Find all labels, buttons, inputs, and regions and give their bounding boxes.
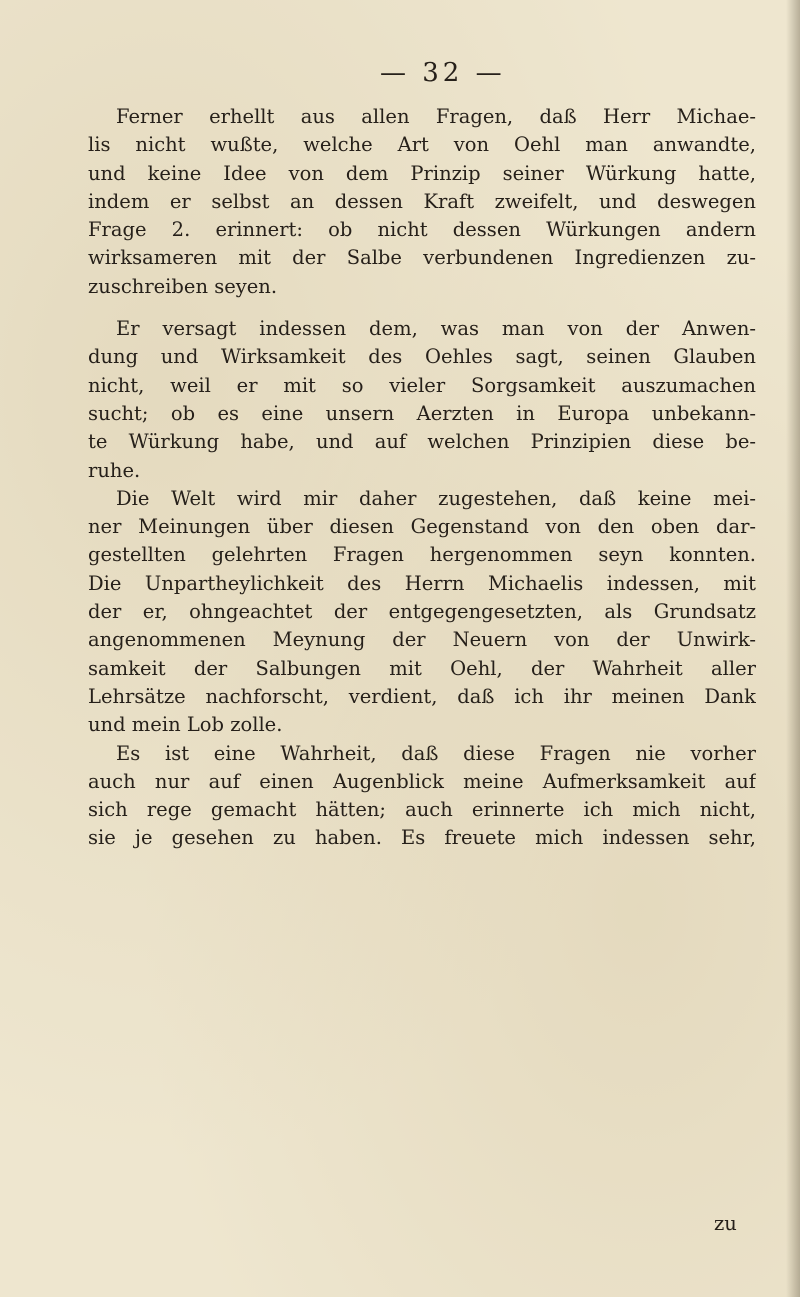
paragraph-1 (88, 103, 756, 301)
text-line: indem er selbst an dessen Kraft zweifelt, und deswegen (88, 189, 756, 213)
text-line: Ferner erhellt aus allen Fragen, daß Herr Michae- (116, 105, 756, 128)
text-line: auch nur auf einen Augenblick meine Aufmerksamkeit auf (88, 769, 756, 793)
paragraph-4 (88, 740, 756, 853)
text-line: sie je gesehen zu haben. Es freuete mich indessen sehr, (88, 826, 756, 850)
paragraph-gap (88, 301, 756, 315)
text-line: gestellten gelehrten Fragen hergenommen seyn konnten. (88, 543, 756, 567)
paragraph-3 (88, 485, 756, 740)
text-line: samkeit der Salbungen mit Oehl, der Wahrheit aller (88, 656, 756, 680)
text-line: angenommenen Meynung der Neuern von der Unwirk- (88, 628, 756, 652)
text-line: Lehrsätze nachforscht, verdient, daß ich ihr meinen Dank (88, 684, 756, 708)
text-line: ruhe. (88, 458, 141, 482)
text-line: und mein Lob zolle. (88, 713, 283, 737)
text-line: ner Meinungen über diesen Gegenstand von den oben dar- (88, 515, 756, 539)
text-line: wirksameren mit der Salbe verbundenen Ingredienzen zu- (88, 246, 756, 270)
text-line: lis nicht wußte, welche Art von Oehl man anwandte, (88, 133, 756, 157)
text-line: Frage 2. erinnert: ob nicht dessen Würkungen andern (88, 218, 756, 242)
text-line: te Würkung habe, und auf welchen Prinzipien diese be- (88, 430, 756, 454)
text-line: nicht, weil er mit so vieler Sorgsamkeit auszumachen (88, 373, 756, 397)
paragraph-2 (88, 315, 756, 485)
catchword: zu (714, 1212, 737, 1235)
text-line: Er versagt indessen dem, was man von der Anwen- (116, 317, 756, 341)
body-text (88, 103, 756, 853)
text-line: zuschreiben seyen. (88, 274, 278, 298)
text-line: Es ist eine Wahrheit, daß diese Fragen nie vorher (116, 741, 756, 765)
text-line: sucht; ob es eine unsern Aerzten in Europa unbekann- (88, 401, 756, 425)
text-line: der er, ohngeachtet der entgegengesetzten, als Grundsatz (88, 600, 756, 624)
text-line: Die Unpartheylichkeit des Herrn Michaelis indessen, mit (88, 571, 756, 595)
text-line: Die Welt wird mir daher zugestehen, daß keine mei- (116, 486, 756, 510)
page-edge-shadow (786, 0, 800, 1297)
text-line: dung und Wirksamkeit des Oehles sagt, seinen Glauben (88, 345, 756, 369)
text-line: und keine Idee von dem Prinzip seiner Würkung hatte, (88, 161, 756, 185)
page-number-header: — 32 — (380, 58, 506, 88)
text-line: sich rege gemacht hätten; auch erinnerte ich mich nicht, (88, 798, 756, 822)
